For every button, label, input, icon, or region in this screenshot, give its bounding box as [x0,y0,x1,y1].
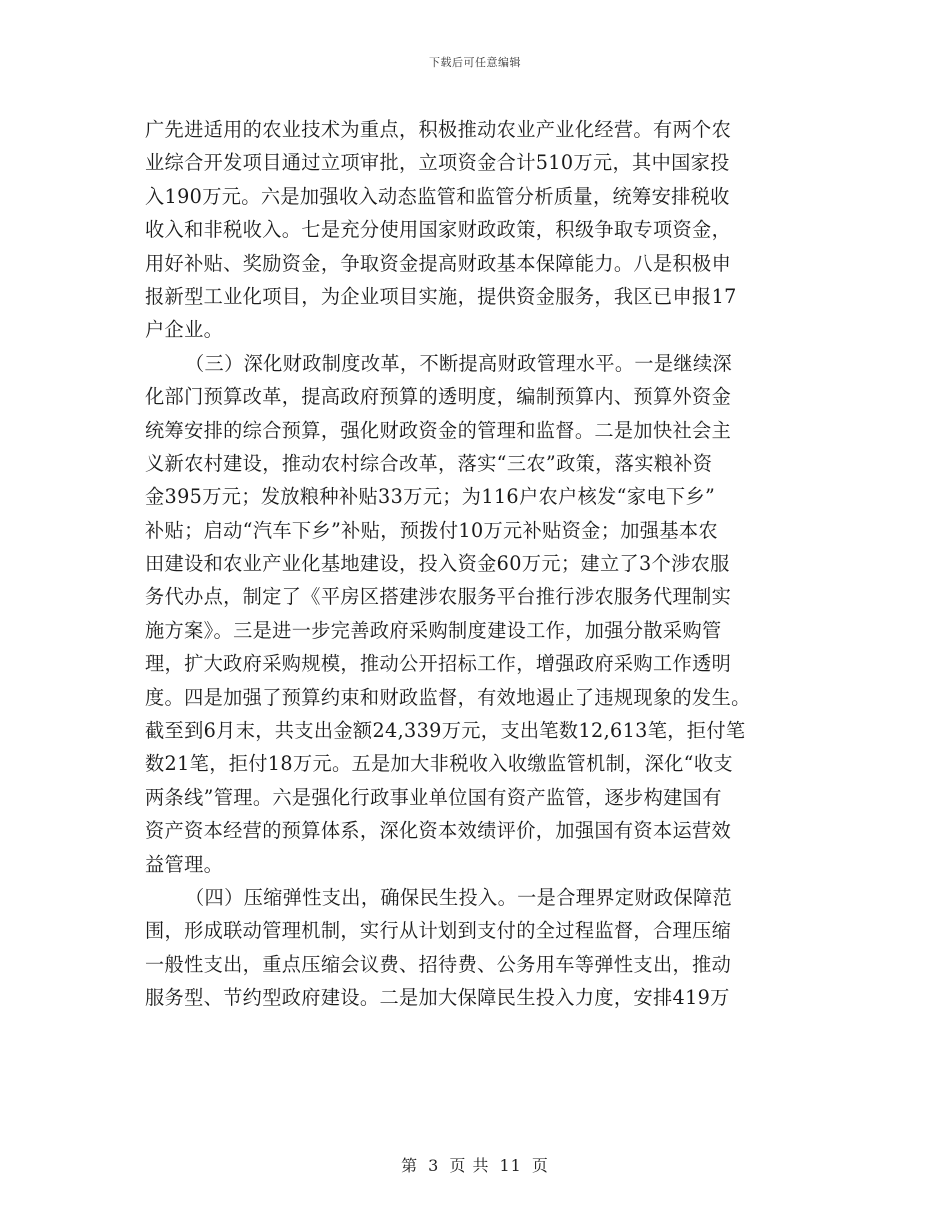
text-line: 报新型工业化项目，为企业项目实施，提供资金服务，我区已申报17 [145,284,737,308]
page-number: 3 [428,1156,440,1175]
text-line: 用好补贴、奖励资金，争取资金提高财政基本保障能力。八是积极申 [145,251,732,275]
text-line: 施方案》。三是进一步完善政府采购制度建设工作，加强分散采购管 [145,618,722,642]
text-line: 收入和非税收入。七是充分使用国家财政政策，积级争取专项资金， [145,218,732,242]
text-line: 一般性支出，重点压缩会议费、招待费、公务用车等弹性支出，推动 [145,952,732,976]
text-line: 益管理。 [145,852,224,876]
text-line: 服务型、节约型政府建设。二是加大保障民生投入力度，安排419万 [145,986,730,1010]
text-line: 补贴；启动“汽车下乡”补贴，预拨付10万元补贴资金；加强基本农 [145,518,718,542]
text-line: 两条线”管理。六是强化行政事业单位国有资产监管，逐步构建国有 [145,785,722,809]
text-line: 围，形成联动管理机制，实行从计划到支付的全过程监督，合理压缩 [145,919,732,943]
footer-label-middle: 页 共 [449,1156,490,1175]
section-heading-line: （四）压缩弹性支出，确保民生投入。一是合理界定财政保障范 [185,885,733,909]
text-line: 化部门预算改革，提高政府预算的透明度，编制预算内、预算外资金 [145,385,732,409]
text-line: 统筹安排的综合预算，强化财政资金的管理和监督。二是加快社会主 [145,418,732,442]
text-line: 金395万元；发放粮种补贴33万元；为116户农户核发“家电下乡” [145,485,716,509]
text-line: 业综合开发项目通过立项审批，立项资金合计510万元，其中国家投 [145,151,730,175]
text-line: 理，扩大政府采购规模，推动公开招标工作，增强政府采购工作透明 [145,652,732,676]
text-line: 度。四是加强了预算约束和财政监督，有效地遏止了违规现象的发生。 [145,685,751,709]
text-line: 户企业。 [145,318,224,342]
section-heading-line: （三）深化财政制度改革，不断提高财政管理水平。一是继续深 [185,351,733,375]
text-line: 截至到6月末，共支出金额24,339万元，支出笔数12,613笔，拒付笔 [145,719,746,743]
page-footer [0,1153,950,1176]
text-line: 资产资本经营的预算体系，深化资本效绩评价，加强国有资本运营效 [145,819,732,843]
footer-label-after: 页 [531,1156,549,1175]
footer-label-before: 第 [401,1156,419,1175]
text-line: 数21笔，拒付18万元。五是加大非税收入收缴监管机制，深化“收支 [145,752,733,776]
text-line: 务代办点，制定了《平房区搭建涉农服务平台推行涉农服务代理制实 [145,585,732,609]
text-line: 入190万元。六是加强收入动态监管和监管分析质量，统筹安排税收 [145,184,730,208]
document-body [145,113,805,1015]
text-line: 田建设和农业产业化基地建设，投入资金60万元；建立了3个涉农服 [145,552,730,576]
text-line: 广先进适用的农业技术为重点，积极推动农业产业化经营。有两个农 [145,118,732,141]
total-pages: 11 [499,1156,522,1175]
text-line: 义新农村建设，推动农村综合改革，落实“三农”政策，落实粮补资 [145,451,713,475]
page-header: 下载后可任意编辑 [429,56,521,69]
